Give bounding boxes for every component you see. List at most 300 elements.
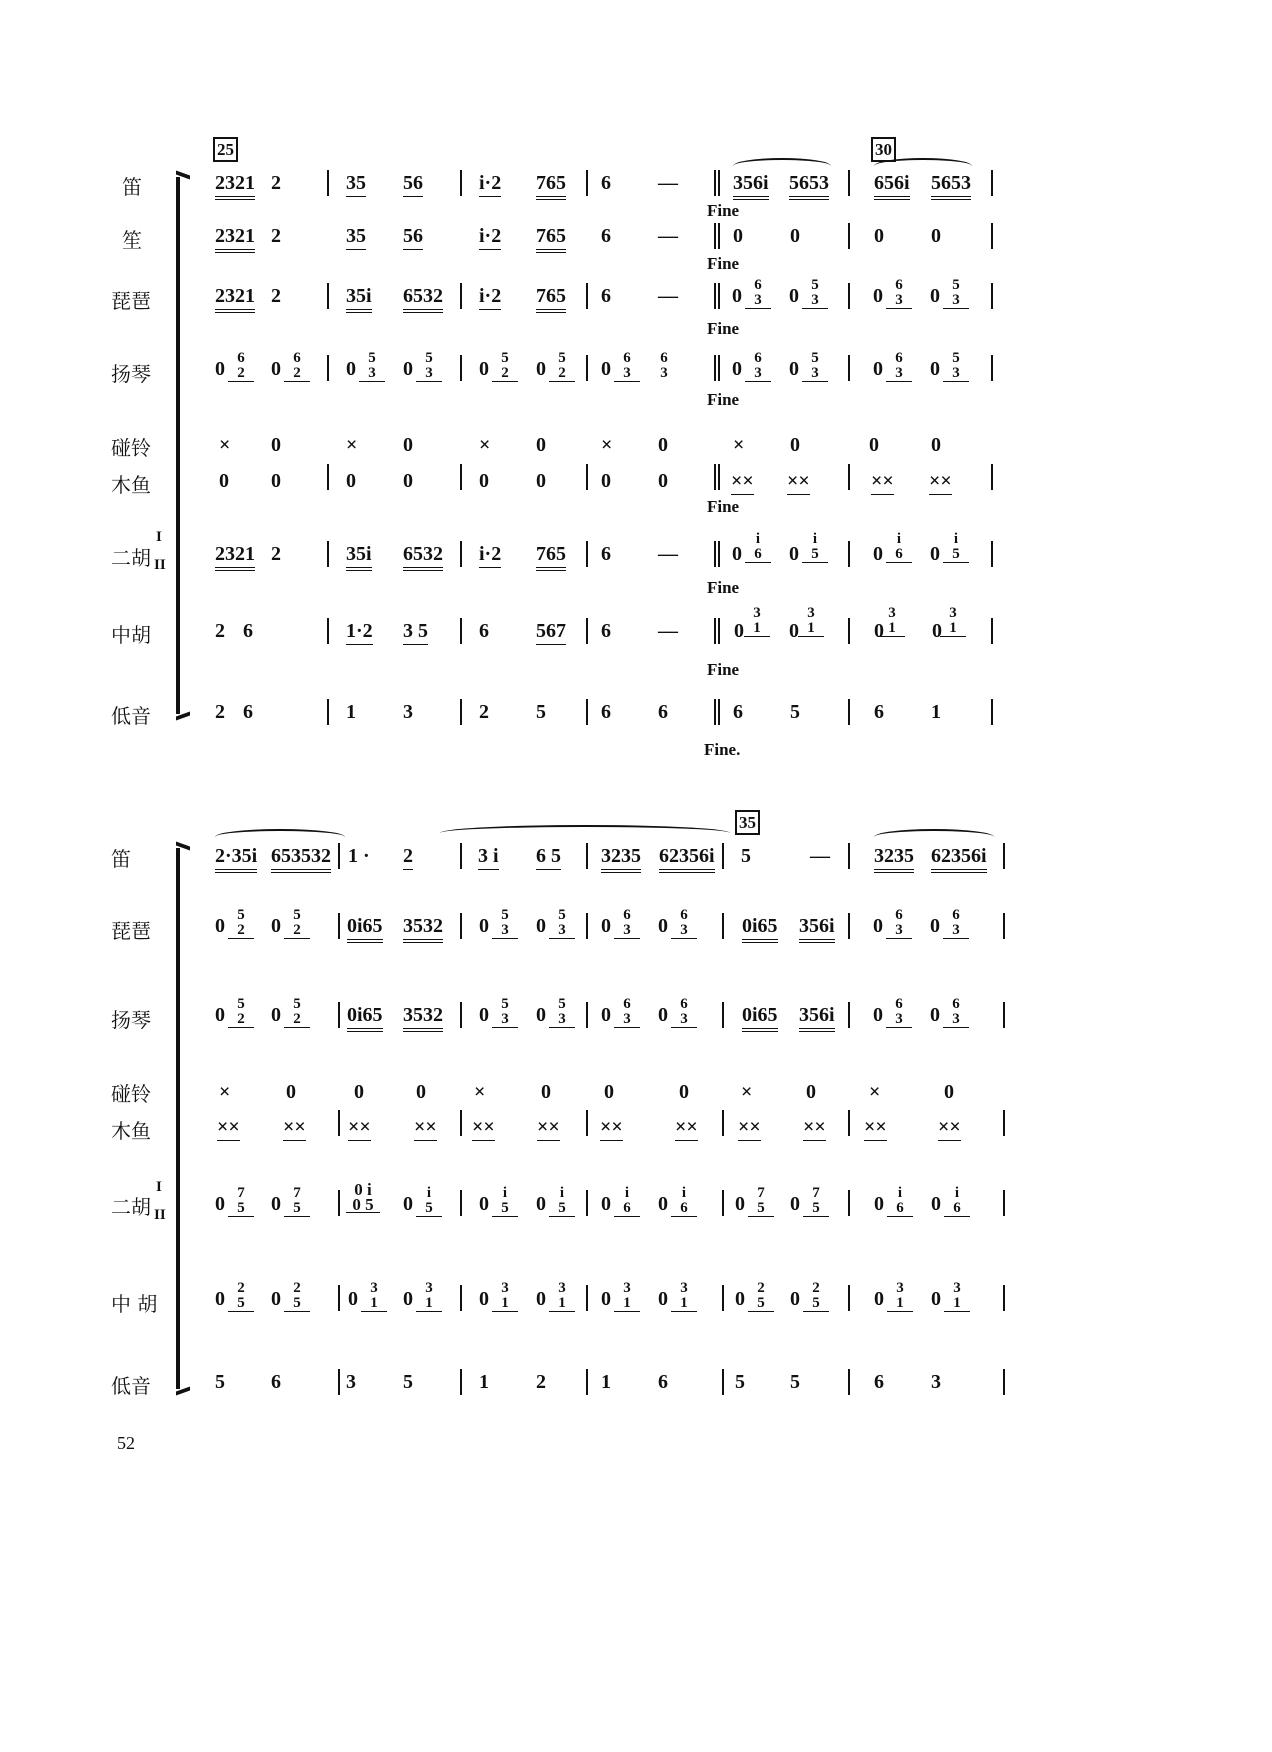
note: 6532 — [403, 543, 443, 571]
stack-bottom: 3 — [614, 1012, 640, 1028]
barline — [586, 618, 588, 644]
note: 2 — [271, 285, 281, 307]
instrument-label-pipa: 琵琶 — [111, 919, 151, 943]
stack-bottom: 0 5 — [346, 1197, 380, 1213]
barline — [991, 464, 993, 490]
barline — [460, 283, 462, 309]
stack-bottom: 3 — [802, 366, 828, 382]
fine-marking: Fine — [707, 201, 740, 220]
stacked-note — [671, 1281, 697, 1312]
stacked-note: 3 1 — [744, 606, 770, 637]
stacked-note — [492, 997, 518, 1028]
barline — [991, 541, 993, 567]
instrument-label-sheng: 笙 — [122, 228, 142, 252]
cross-note: ×× — [600, 1116, 623, 1141]
fine-marking: Fine — [707, 390, 740, 409]
barline — [991, 223, 993, 249]
stacked-note — [614, 908, 640, 939]
stacked-note — [228, 1186, 254, 1217]
stack-top: 5 — [501, 907, 509, 923]
rest: 0 — [874, 1193, 884, 1215]
barline — [848, 223, 850, 249]
cross-note: × — [479, 434, 491, 456]
stacked-note — [416, 351, 442, 382]
stacked-note — [284, 908, 310, 939]
note: 765 — [536, 172, 566, 200]
stacked-note — [416, 1281, 442, 1312]
rest: 0 — [403, 358, 413, 380]
stack-bottom: 5 — [228, 1296, 254, 1312]
rest: 0 — [403, 1288, 413, 1310]
rest: 0 — [215, 915, 225, 937]
barline — [327, 170, 329, 196]
stack-top: 3 — [425, 1280, 433, 1296]
barline — [327, 699, 329, 725]
instrument-label-yangqin: 扬琴 — [111, 362, 151, 386]
stack-top: 2 — [237, 1280, 245, 1296]
stack-top: i — [624, 1185, 630, 1201]
stacked-note — [228, 997, 254, 1028]
rest: 0 — [346, 358, 356, 380]
stacked-note — [886, 997, 912, 1028]
instrument-label-pengling: 碰铃 — [111, 436, 151, 460]
barline — [338, 1369, 340, 1395]
stack-top: 5 — [558, 907, 566, 923]
stack-bottom: 5 — [748, 1296, 774, 1312]
double-barline — [714, 699, 720, 725]
note: 6 — [658, 1371, 668, 1393]
rest: 0 — [732, 285, 742, 307]
stack-top: 5 — [501, 350, 509, 366]
barline — [327, 618, 329, 644]
barline — [848, 283, 850, 309]
note: 1 — [601, 1371, 611, 1393]
stack-bottom: 3 — [614, 366, 640, 382]
stack-bottom: 1 — [361, 1296, 387, 1312]
note: 2 — [536, 1371, 546, 1393]
barline — [848, 913, 850, 939]
rehearsal-mark-25: 25 — [213, 137, 238, 162]
note: 1 — [479, 1371, 489, 1393]
barline — [460, 541, 462, 567]
stack-bottom: 3 — [671, 1012, 697, 1028]
rest: 0 — [735, 1193, 745, 1215]
note: 3 — [403, 701, 413, 723]
rest: 0 — [604, 1081, 614, 1103]
cross-note: × — [346, 434, 358, 456]
rest: 0 — [403, 1193, 413, 1215]
fine-marking: Fine — [707, 319, 740, 338]
stack-top: 5 — [237, 996, 245, 1012]
stack-bottom: 3 — [492, 1012, 518, 1028]
note: i·2 — [479, 285, 501, 310]
note: 3235 — [874, 845, 914, 873]
cross-note: × — [601, 434, 613, 456]
stack-bottom: 2 — [549, 366, 575, 382]
rest: 0 — [874, 1288, 884, 1310]
barline — [848, 355, 850, 381]
stack-top: 5 — [501, 996, 509, 1012]
note: 356i — [799, 1004, 835, 1032]
barline — [586, 913, 588, 939]
barline — [586, 1285, 588, 1311]
cross-note: ×× — [283, 1116, 306, 1141]
barline — [338, 1285, 340, 1311]
note: 2 — [215, 701, 225, 723]
barline — [338, 1190, 340, 1216]
stack-bottom: 1 — [887, 1296, 913, 1312]
cross-note: ×× — [787, 470, 810, 495]
stack-bottom: 5 — [803, 1296, 829, 1312]
erhu-part-2-label: II — [154, 557, 166, 573]
rest: 0 — [416, 1081, 426, 1103]
double-barline — [714, 283, 720, 309]
note: 5 — [735, 1371, 745, 1393]
stacked-note: i 5 — [943, 532, 969, 563]
cross-note: ×× — [864, 1116, 887, 1141]
erhu-part-2-label: II — [154, 1207, 166, 1223]
stack-top: 6 — [660, 350, 668, 366]
stack-top: 7 — [293, 1185, 301, 1201]
stack-top: 5 — [558, 350, 566, 366]
note: 6 — [271, 1371, 281, 1393]
stack-bottom: 5 — [284, 1296, 310, 1312]
stacked-note — [228, 1281, 254, 1312]
stacked-note — [886, 908, 912, 939]
rest: 0 — [601, 470, 611, 492]
instrument-label-pipa: 琵琶 — [111, 289, 151, 313]
barline — [460, 1110, 462, 1136]
cross-note: ×× — [871, 470, 894, 495]
stacked-note: 6 3 — [886, 278, 912, 309]
cross-note: ×× — [803, 1116, 826, 1141]
barline — [848, 618, 850, 644]
stack-top: 2 — [293, 1280, 301, 1296]
stack-top: i — [559, 1185, 565, 1201]
stack-bottom: 2 — [284, 923, 310, 939]
system-bracket — [176, 177, 180, 714]
stack-top: 0 i — [354, 1180, 372, 1199]
barline — [722, 1190, 724, 1216]
stack-bottom: 1 — [671, 1296, 697, 1312]
note: 62356i — [659, 845, 715, 873]
stack-top: i — [954, 1185, 960, 1201]
rest: 0 — [479, 470, 489, 492]
system-bracket — [176, 848, 180, 1389]
stacked-note — [361, 1281, 387, 1312]
note: 62356i — [931, 845, 987, 873]
note: 6 — [479, 620, 489, 642]
note: 6 — [243, 620, 253, 642]
stack-top: 5 — [811, 350, 819, 366]
stack-bottom: 3 — [549, 1012, 575, 1028]
rest: 0 — [601, 1193, 611, 1215]
note: 56 — [403, 225, 423, 250]
stack-top: 6 — [623, 350, 631, 366]
note: 0i65 — [347, 1004, 383, 1032]
note: 6 — [601, 225, 611, 247]
stacked-note — [671, 908, 697, 939]
barline — [848, 464, 850, 490]
stack-bottom: 6 — [944, 1201, 970, 1217]
stack-bottom: 2 — [228, 366, 254, 382]
stack-bottom: 1 — [549, 1296, 575, 1312]
stack-bottom: 5 — [549, 1201, 575, 1217]
stack-top: 3 — [680, 1280, 688, 1296]
stack-top: 2 — [757, 1280, 765, 1296]
stack-bottom: 5 — [748, 1201, 774, 1217]
rest: 0 — [735, 1288, 745, 1310]
stack-top: 6 — [293, 350, 301, 366]
fine-final-marking: Fine. — [704, 740, 741, 759]
stack-bottom: 5 — [803, 1201, 829, 1217]
rest: 0 — [658, 434, 668, 456]
stacked-note — [745, 351, 771, 382]
rest: 0 — [930, 285, 940, 307]
stack-bottom: 2 — [284, 366, 310, 382]
stacked-note — [943, 351, 969, 382]
stacked-note — [802, 351, 828, 382]
note: 2 — [479, 701, 489, 723]
barline — [338, 913, 340, 939]
barline — [586, 355, 588, 381]
stack-top: i — [426, 1185, 432, 1201]
fine-marking: Fine — [707, 660, 740, 679]
stack-top: 6 — [680, 996, 688, 1012]
note: 3 — [346, 1371, 356, 1393]
note: 0i65 — [742, 915, 778, 943]
note: 5 — [790, 701, 800, 723]
stack-top: i — [502, 1185, 508, 1201]
rest: 0 — [931, 1193, 941, 1215]
instrument-label-muyu: 木鱼 — [111, 473, 151, 497]
rest: 0 — [215, 1004, 225, 1026]
stacked-note: 3 1 — [879, 606, 905, 637]
note: 2321 — [215, 285, 255, 313]
note: — — [658, 285, 678, 307]
barline — [848, 843, 850, 869]
note: 5 — [403, 1371, 413, 1393]
instrument-label-yangqin: 扬琴 — [111, 1008, 151, 1032]
barline — [991, 618, 993, 644]
stacked-note — [228, 908, 254, 939]
note: 2321 — [215, 172, 255, 200]
stack-bottom: 3 — [549, 923, 575, 939]
stacked-note — [748, 1186, 774, 1217]
rest: 0 — [219, 470, 229, 492]
note: 356i — [733, 172, 769, 200]
barline — [460, 170, 462, 196]
stack-top: i — [681, 1185, 687, 1201]
rest: 0 — [873, 915, 883, 937]
stack-top: 3 — [953, 1280, 961, 1296]
stack-top: 5 — [293, 907, 301, 923]
cross-note: × — [219, 434, 231, 456]
stack-top: 5 — [293, 996, 301, 1012]
stack-bottom: 1 — [614, 1296, 640, 1312]
cross-note: ×× — [731, 470, 754, 495]
instrument-label-diyin: 低音 — [111, 704, 151, 728]
barline — [1003, 843, 1005, 869]
stack-top: 3 — [501, 1280, 509, 1296]
rest: 0 — [658, 1288, 668, 1310]
cross-note: ×× — [414, 1116, 437, 1141]
double-barline — [714, 464, 720, 490]
stacked-note — [944, 1186, 970, 1217]
note: 6 — [243, 701, 253, 723]
barline — [848, 699, 850, 725]
barline — [460, 913, 462, 939]
barline — [722, 1110, 724, 1136]
stacked-note — [614, 1186, 640, 1217]
stacked-note: i 6 — [745, 532, 771, 563]
rest: 0 — [536, 1004, 546, 1026]
rest: 0 — [479, 358, 489, 380]
note: 35 — [346, 225, 366, 250]
rest: 0 — [679, 1081, 689, 1103]
stacked-note — [943, 997, 969, 1028]
note: 35 — [346, 172, 366, 197]
rest: 0 — [271, 1288, 281, 1310]
stacked-note — [492, 1186, 518, 1217]
note: 0 — [790, 225, 800, 247]
stack-bottom: 3 — [671, 923, 697, 939]
slur — [440, 825, 730, 841]
note: 2321 — [215, 225, 255, 253]
instrument-label-erhu: 二胡 — [111, 1195, 151, 1219]
erhu-part-1-label: I — [156, 529, 162, 545]
rest: 0 — [215, 1288, 225, 1310]
stacked-note — [803, 1281, 829, 1312]
rest: 0 — [873, 1004, 883, 1026]
stacked-note — [887, 1186, 913, 1217]
barline — [460, 1285, 462, 1311]
stacked-note — [651, 351, 677, 381]
stack-top: 5 — [952, 350, 960, 366]
stack-bottom: 3 — [416, 366, 442, 382]
barline — [586, 1369, 588, 1395]
note: 1 · — [348, 845, 370, 867]
rest: 0 — [346, 470, 356, 492]
stacked-note: i 5 — [802, 532, 828, 563]
rest: 0 — [536, 358, 546, 380]
barline — [460, 843, 462, 869]
stack-top: 3 — [896, 1280, 904, 1296]
stacked-note — [284, 351, 310, 382]
stacked-note — [803, 1186, 829, 1217]
stack-top: i — [897, 1185, 903, 1201]
stack-top: 6 — [895, 350, 903, 366]
barline — [586, 699, 588, 725]
note: 0 — [874, 225, 884, 247]
note: 6 5 — [536, 845, 561, 870]
barline — [327, 464, 329, 490]
stacked-note — [284, 1281, 310, 1312]
stacked-note: 5 3 — [802, 278, 828, 309]
stacked-note — [614, 997, 640, 1028]
cross-note: ×× — [217, 1116, 240, 1141]
barline — [722, 843, 724, 869]
stack-top: 6 — [895, 907, 903, 923]
stack-bottom: 5 — [284, 1201, 310, 1217]
rest: 0 — [536, 1288, 546, 1310]
cross-note: × — [733, 434, 745, 456]
barline — [586, 843, 588, 869]
stacked-note — [549, 997, 575, 1028]
rest: 0 — [869, 434, 879, 456]
double-barline — [714, 223, 720, 249]
barline — [586, 541, 588, 567]
stack-bottom: 3 — [886, 923, 912, 939]
stack-bottom: 3 — [886, 1012, 912, 1028]
double-barline — [714, 355, 720, 381]
stack-bottom: 3 — [359, 366, 385, 382]
stacked-note — [748, 1281, 774, 1312]
stack-bottom: 3 — [614, 923, 640, 939]
barline — [848, 1002, 850, 1028]
barline — [327, 355, 329, 381]
note: 567 — [536, 620, 566, 645]
cross-note: × — [474, 1081, 486, 1103]
stack-top: 2 — [812, 1280, 820, 1296]
barline — [586, 464, 588, 490]
barline — [848, 541, 850, 567]
note: 6 — [601, 172, 611, 194]
stacked-note — [492, 1281, 518, 1312]
stacked-note — [492, 908, 518, 939]
slur — [874, 829, 994, 845]
barline — [327, 283, 329, 309]
note: 5 — [215, 1371, 225, 1393]
rest: 0 — [479, 1288, 489, 1310]
note: 6 — [733, 701, 743, 723]
rest: 0 — [873, 285, 883, 307]
cross-note: ×× — [938, 1116, 961, 1141]
note: 765 — [536, 543, 566, 571]
stacked-note — [284, 1186, 310, 1217]
cross-note: × — [869, 1081, 881, 1103]
barline — [991, 699, 993, 725]
stack-bottom: 1 — [944, 1296, 970, 1312]
rest: 0 — [790, 434, 800, 456]
instrument-label-zhonghu: 中胡 — [111, 623, 151, 647]
rest: 0 — [271, 470, 281, 492]
stack-top: 6 — [237, 350, 245, 366]
barline — [338, 843, 340, 869]
barline — [586, 283, 588, 309]
stack-bottom: 6 — [614, 1201, 640, 1217]
note: — — [658, 620, 678, 642]
note: 5653 — [789, 172, 829, 200]
barline — [1003, 1190, 1005, 1216]
note: 2 — [215, 620, 225, 642]
stack-top: 6 — [952, 907, 960, 923]
instrument-label-muyu: 木鱼 — [111, 1119, 151, 1143]
rest: 0 — [789, 358, 799, 380]
barline — [722, 1285, 724, 1311]
barline — [460, 464, 462, 490]
stacked-note — [671, 997, 697, 1028]
cross-note: ×× — [537, 1116, 560, 1141]
rest: 0 — [601, 1288, 611, 1310]
stacked-note — [943, 908, 969, 939]
barline — [460, 1190, 462, 1216]
rest: 0 — [806, 1081, 816, 1103]
stack-top: 6 — [952, 996, 960, 1012]
note: 5653 — [931, 172, 971, 200]
rest: 0 — [403, 434, 413, 456]
barline — [1003, 1110, 1005, 1136]
